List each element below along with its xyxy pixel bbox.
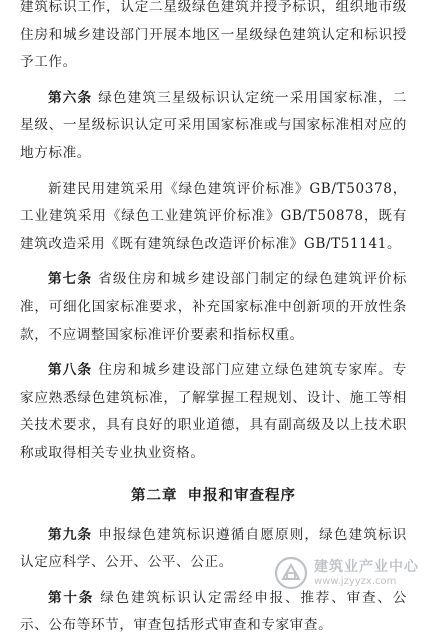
article-number: 第九条: [48, 526, 93, 543]
article-10: [20, 585, 407, 640]
article-text: 住房和城乡建设部门应建立绿色建筑专家库。专家应熟悉绿色建筑标准，了解掌握工程规划、设计、施工等相关技术要求，具有良好的职业道德，具有副高级及以上技术职称或取得相关专业执业资格。: [20, 362, 407, 461]
chapter-title: 申报和审查程序: [187, 487, 296, 504]
article-7: [20, 266, 407, 349]
article-6: [20, 85, 407, 168]
paragraph-text: 建筑标识工作，认定二星级绿色建筑并授予标识，组织地市级住房和城乡建设部门开展本地区一星级绿色建筑认定和标识授予工作。: [20, 0, 407, 71]
watermark-title: 建筑业产业中心: [314, 559, 419, 575]
paragraph-continuation: [20, 0, 407, 77]
article-text: 申报绿色建筑标识遵循自愿原则，绿色建筑标识认定应科学、公开、公平、公正。: [20, 526, 407, 571]
chapter-heading: [20, 484, 407, 508]
article-8: [20, 357, 407, 467]
article-number: 第六条: [48, 89, 93, 106]
watermark: [274, 556, 419, 590]
chapter-number: 第二章: [131, 487, 178, 504]
article-6-paragraph-2: [20, 176, 407, 259]
watermark-logo-icon: [274, 556, 308, 590]
paragraph-text: 新建民用建筑采用《绿色建筑评价标准》GB/T50378，工业建筑采用《绿色工业建筑评价标准》GB/T50878，既有建筑改造采用《既有建筑绿色改造评价标准》GB/T51141。: [20, 180, 407, 252]
article-text: 绿色建筑三星级标识认定统一采用国家标准，二星级、一星级标识认定可采用国家标准或与国家标准相对应的地方标准。: [20, 89, 407, 161]
article-text: 绿色建筑标识认定需经申报、推荐、审查、公示、公布等环节，审查包括形式审查和专家审查。: [20, 589, 407, 634]
watermark-url: www.jzyyzx.com: [314, 576, 397, 587]
article-text: 省级住房和城乡建设部门制定的绿色建筑评价标准，可细化国家标准要求，补充国家标准中创新项的开放性条款，不应调整国家标准评价要素和指标权重。: [20, 271, 407, 343]
article-number: 第七条: [48, 271, 93, 288]
article-number: 第八条: [48, 362, 93, 379]
article-number: 第十条: [48, 589, 95, 606]
